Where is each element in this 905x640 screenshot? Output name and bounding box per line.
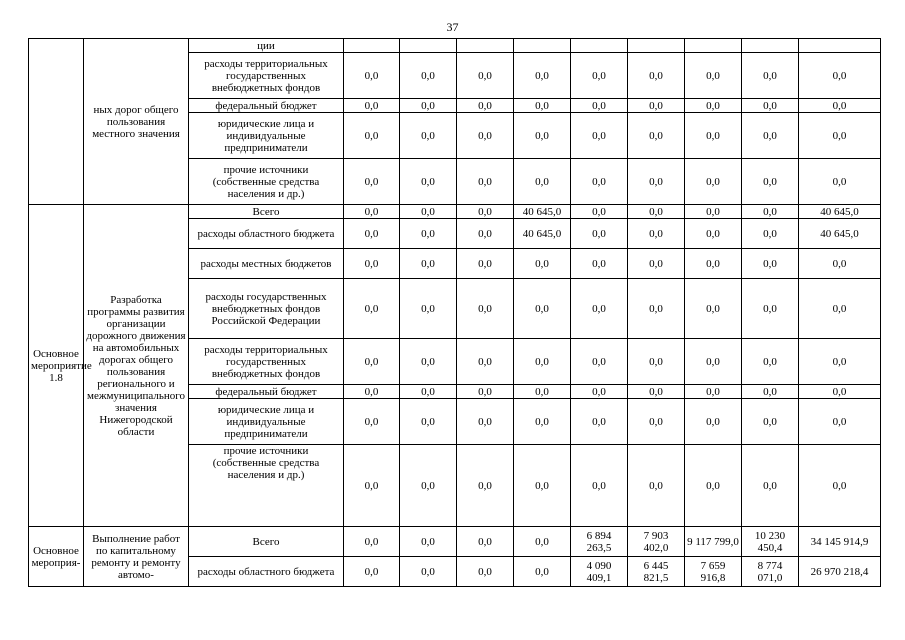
value-cell: 40 645,0: [514, 205, 571, 219]
value-cell: 0,0: [514, 445, 571, 527]
value-cell: 0,0: [457, 249, 514, 279]
value-cell: 0,0: [571, 159, 628, 205]
value-cell: 0,0: [457, 339, 514, 385]
funding-source-label: расходы государственных внебюджетных фондов Российской Федерации: [189, 279, 344, 339]
value-cell: 34 145 914,9: [799, 527, 881, 557]
value-cell: 0,0: [400, 279, 457, 339]
value-cell: 4 090 409,1: [571, 557, 628, 587]
value-cell: 0,0: [742, 339, 799, 385]
value-cell: 0,0: [685, 113, 742, 159]
value-cell: 0,0: [344, 385, 400, 399]
value-cell: 40 645,0: [799, 219, 881, 249]
value-cell: [344, 39, 400, 53]
value-cell: 0,0: [400, 219, 457, 249]
value-cell: 0,0: [514, 399, 571, 445]
value-cell: 0,0: [742, 385, 799, 399]
value-cell: 0,0: [628, 113, 685, 159]
value-cell: 0,0: [514, 99, 571, 113]
value-cell: 0,0: [344, 445, 400, 527]
value-cell: 0,0: [742, 205, 799, 219]
value-cell: 0,0: [685, 339, 742, 385]
value-cell: 0,0: [514, 339, 571, 385]
description-cell: Выполнение работ по капитальному ремонту и ремонту автомо-: [84, 527, 189, 587]
activity-cell: Основное мероприятие 1.8: [29, 205, 84, 527]
value-cell: 0,0: [344, 279, 400, 339]
funding-source-label: расходы территориальных государственных внебюджетных фондов: [189, 53, 344, 99]
funding-source-label: прочие источники (собственные средства населения и др.): [189, 445, 344, 527]
value-cell: 10 230 450,4: [742, 527, 799, 557]
value-cell: [685, 39, 742, 53]
value-cell: 0,0: [742, 219, 799, 249]
value-cell: 0,0: [685, 53, 742, 99]
value-cell: 8 774 071,0: [742, 557, 799, 587]
value-cell: 0,0: [742, 279, 799, 339]
value-cell: 0,0: [685, 385, 742, 399]
value-cell: 0,0: [344, 99, 400, 113]
value-cell: 0,0: [344, 113, 400, 159]
value-cell: 0,0: [457, 527, 514, 557]
value-cell: 0,0: [400, 113, 457, 159]
value-cell: 0,0: [628, 279, 685, 339]
value-cell: 7 659 916,8: [685, 557, 742, 587]
value-cell: 0,0: [685, 399, 742, 445]
value-cell: 0,0: [400, 53, 457, 99]
funding-source-label: Всего: [189, 527, 344, 557]
value-cell: 0,0: [514, 385, 571, 399]
value-cell: 0,0: [628, 399, 685, 445]
value-cell: 0,0: [685, 159, 742, 205]
value-cell: 0,0: [344, 53, 400, 99]
value-cell: 0,0: [799, 113, 881, 159]
description-cell: Разработка программы развития организации дорожного движения на автомобильных дорогах общего пользования регионального и межмуниципального значения Нижегородской области: [84, 205, 189, 527]
value-cell: 26 970 218,4: [799, 557, 881, 587]
funding-source-label: федеральный бюджет: [189, 385, 344, 399]
funding-source-label: юридические лица и индивидуальные предприниматели: [189, 399, 344, 445]
funding-source-label: федеральный бюджет: [189, 99, 344, 113]
value-cell: 40 645,0: [514, 219, 571, 249]
value-cell: 0,0: [457, 279, 514, 339]
value-cell: 0,0: [514, 159, 571, 205]
value-cell: 0,0: [400, 249, 457, 279]
value-cell: 0,0: [571, 249, 628, 279]
value-cell: 0,0: [344, 527, 400, 557]
value-cell: 0,0: [628, 219, 685, 249]
value-cell: [628, 39, 685, 53]
value-cell: 0,0: [457, 219, 514, 249]
activity-cell: [29, 39, 84, 205]
value-cell: 0,0: [571, 279, 628, 339]
value-cell: 0,0: [400, 159, 457, 205]
value-cell: 0,0: [799, 339, 881, 385]
value-cell: 0,0: [742, 113, 799, 159]
value-cell: 0,0: [799, 279, 881, 339]
funding-source-label: расходы областного бюджета: [189, 557, 344, 587]
value-cell: 0,0: [514, 113, 571, 159]
value-cell: 0,0: [400, 339, 457, 385]
value-cell: 0,0: [571, 399, 628, 445]
value-cell: 0,0: [400, 399, 457, 445]
value-cell: [457, 39, 514, 53]
funding-source-label: расходы территориальных государственных внебюджетных фондов: [189, 339, 344, 385]
value-cell: 0,0: [742, 249, 799, 279]
value-cell: 0,0: [628, 385, 685, 399]
value-cell: 0,0: [457, 399, 514, 445]
value-cell: 0,0: [344, 219, 400, 249]
value-cell: 0,0: [344, 557, 400, 587]
value-cell: 0,0: [571, 99, 628, 113]
value-cell: 40 645,0: [799, 205, 881, 219]
value-cell: [742, 39, 799, 53]
page-number: 37: [446, 20, 459, 34]
value-cell: 0,0: [344, 399, 400, 445]
value-cell: 6 445 821,5: [628, 557, 685, 587]
funding-source-label: расходы местных бюджетов: [189, 249, 344, 279]
value-cell: 7 903 402,0: [628, 527, 685, 557]
value-cell: 0,0: [457, 99, 514, 113]
table-row: [29, 527, 881, 557]
value-cell: 0,0: [571, 385, 628, 399]
value-cell: 0,0: [628, 159, 685, 205]
value-cell: 0,0: [571, 113, 628, 159]
value-cell: 0,0: [628, 205, 685, 219]
value-cell: 0,0: [628, 53, 685, 99]
funding-source-label: Всего: [189, 205, 344, 219]
value-cell: 0,0: [344, 159, 400, 205]
funding-source-label: ции: [189, 39, 344, 53]
value-cell: 0,0: [514, 279, 571, 339]
value-cell: [571, 39, 628, 53]
value-cell: 0,0: [799, 399, 881, 445]
value-cell: 0,0: [571, 205, 628, 219]
value-cell: 0,0: [514, 249, 571, 279]
value-cell: 0,0: [457, 159, 514, 205]
value-cell: 0,0: [571, 219, 628, 249]
value-cell: 0,0: [457, 53, 514, 99]
value-cell: 0,0: [685, 249, 742, 279]
value-cell: 0,0: [514, 527, 571, 557]
funding-source-label: расходы областного бюджета: [189, 219, 344, 249]
value-cell: 0,0: [685, 445, 742, 527]
value-cell: 0,0: [742, 445, 799, 527]
value-cell: 0,0: [685, 99, 742, 113]
value-cell: 0,0: [685, 219, 742, 249]
value-cell: 0,0: [400, 527, 457, 557]
value-cell: 0,0: [628, 249, 685, 279]
value-cell: 0,0: [457, 113, 514, 159]
value-cell: 0,0: [799, 159, 881, 205]
value-cell: 0,0: [457, 205, 514, 219]
value-cell: 0,0: [799, 249, 881, 279]
value-cell: 0,0: [742, 99, 799, 113]
value-cell: 0,0: [685, 205, 742, 219]
value-cell: 0,0: [628, 445, 685, 527]
value-cell: 0,0: [400, 385, 457, 399]
value-cell: 0,0: [742, 399, 799, 445]
value-cell: 0,0: [457, 557, 514, 587]
table-row: [29, 39, 881, 53]
value-cell: 0,0: [400, 557, 457, 587]
table-row: [29, 205, 881, 219]
value-cell: 0,0: [457, 385, 514, 399]
value-cell: 0,0: [400, 99, 457, 113]
value-cell: 0,0: [799, 99, 881, 113]
value-cell: [514, 39, 571, 53]
value-cell: 0,0: [400, 205, 457, 219]
funding-source-label: юридические лица и индивидуальные предприниматели: [189, 113, 344, 159]
value-cell: 0,0: [799, 53, 881, 99]
value-cell: [400, 39, 457, 53]
value-cell: 0,0: [571, 445, 628, 527]
value-cell: 0,0: [514, 53, 571, 99]
value-cell: 0,0: [571, 339, 628, 385]
value-cell: 0,0: [742, 53, 799, 99]
value-cell: 0,0: [571, 53, 628, 99]
value-cell: 0,0: [628, 99, 685, 113]
activity-cell: Основное мероприя-: [29, 527, 84, 587]
budget-table: [28, 38, 881, 587]
description-cell: ных дорог общего пользования местного значения: [84, 39, 189, 205]
value-cell: 0,0: [514, 557, 571, 587]
value-cell: 0,0: [799, 385, 881, 399]
value-cell: 0,0: [344, 205, 400, 219]
value-cell: 0,0: [400, 445, 457, 527]
value-cell: 0,0: [799, 445, 881, 527]
value-cell: 0,0: [742, 159, 799, 205]
value-cell: 0,0: [457, 445, 514, 527]
value-cell: 0,0: [628, 339, 685, 385]
value-cell: 0,0: [344, 249, 400, 279]
value-cell: 9 117 799,0: [685, 527, 742, 557]
value-cell: 0,0: [685, 279, 742, 339]
value-cell: 6 894 263,5: [571, 527, 628, 557]
value-cell: 0,0: [344, 339, 400, 385]
value-cell: [799, 39, 881, 53]
funding-source-label: прочие источники (собственные средства населения и др.): [189, 159, 344, 205]
